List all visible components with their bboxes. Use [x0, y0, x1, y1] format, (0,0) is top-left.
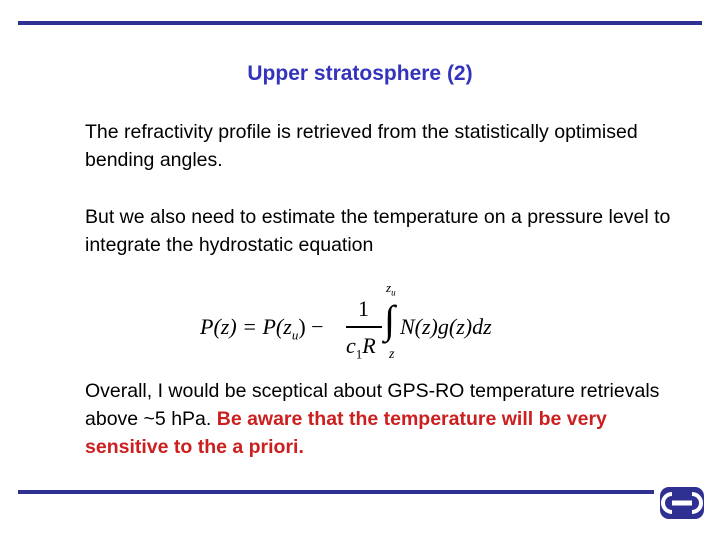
integral-upper-limit: z [386, 280, 392, 295]
paragraph-refractivity: The refractivity profile is retrieved from the statistically optimised bending angles. [85, 121, 638, 171]
conclusion-text: Overall, I would be sceptical about GPS-RO temperature retrievals above ~5 hPa. [85, 380, 660, 430]
equation-denominator-r: R [362, 333, 376, 358]
integral-sign: ∫ [384, 297, 395, 342]
top-rule [18, 21, 702, 25]
integral-lower-limit: z [389, 347, 395, 362]
paragraph-conclusion [85, 377, 685, 461]
equation-lhs-subscript: u [291, 327, 299, 343]
equation-lhs: P(z) = P(z [200, 314, 292, 339]
paragraph-temperature: But we also need to estimate the temperature on a pressure level to integrate the hydrostatic equation [85, 206, 671, 256]
equation-integrand: N(z)g(z)dz [400, 314, 492, 339]
integral-upper-limit-subscript: u [391, 287, 396, 298]
fraction-bar [346, 326, 382, 328]
slide-title: Upper stratosphere (2) [247, 62, 473, 85]
equation-lhs-tail: ) − [298, 314, 324, 339]
ecmwf-logo-icon [658, 484, 706, 522]
equation-numerator: 1 [358, 296, 369, 321]
bottom-rule [18, 490, 654, 494]
conclusion-warning: Be aware that the temperature will be very sensitive to the a priori. [85, 408, 607, 458]
equation-denominator-subscript: 1 [355, 346, 363, 362]
hydrostatic-equation [200, 280, 540, 365]
equation-denominator-c: c [346, 333, 356, 358]
